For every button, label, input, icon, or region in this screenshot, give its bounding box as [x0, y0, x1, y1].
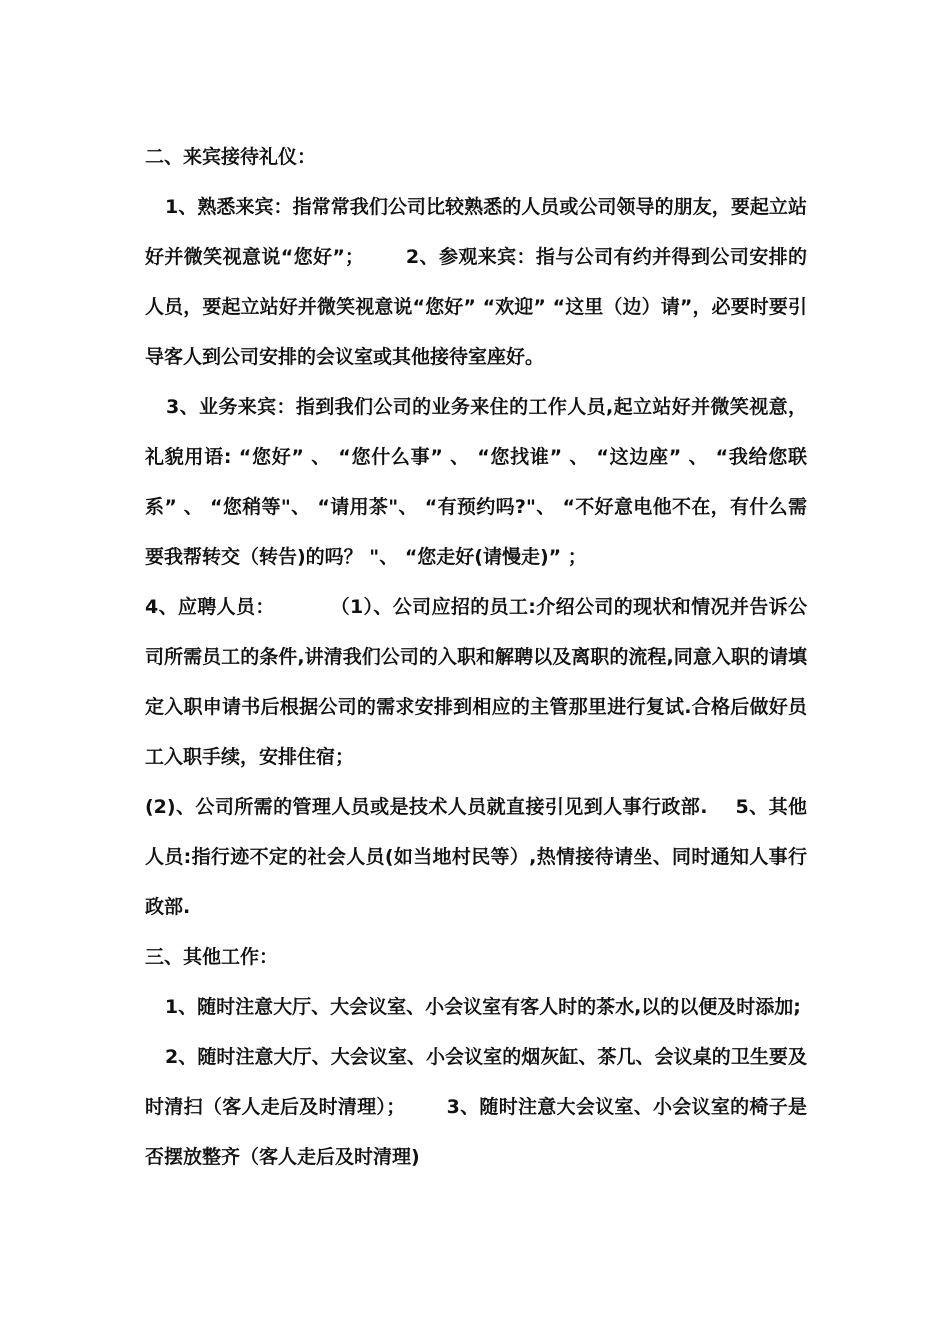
document-body	[145, 132, 807, 1182]
paragraph-job-applicants: 4、应聘人员： （1）、公司应招的员工:介绍公司的现状和情况并告诉公司所需员工的条件,讲清我们公司的入职和解聘以及离职的流程,同意入职的请填定入职申请书后根据公司的需求安排到相应的主管那里进行复试.合格后做好员工入职手续，安排住宿；	[145, 596, 807, 768]
paragraph-staff-and-other-visitors: (2)、公司所需的管理人员或是技术人员就直接引见到人事行政部. 5、其他人员:指行迹不定的社会人员(如当地村民等）,热情接待请坐、同时通知人事行政部.	[145, 796, 807, 918]
paragraph-business-guests: 3、业务来宾：指到我们公司的业务来住的工作人员,起立站好并微笑视意，礼貌用语: “您好” 、 “您什么事” 、 “您找谁” 、 “这边座” 、 “我给您联系” 、 “您稍等"、 “请用茶"、 “有预约吗?"、 “不好意电他不在，有什么需要我帮转交（转告)的吗？ "、 “您走好(请慢走)” ；	[145, 396, 807, 568]
paragraph-familiar-and-visiting-guests: 1、熟悉来宾：指常常我们公司比较熟悉的人员或公司领导的朋友，要起立站好并微笑视意说“您好”； 2、参观来宾：指与公司有约并得到公司安排的人员，要起立站好并微笑视意说“您好” “欢迎” “这里（边）请”，必要时要引导客人到公司安排的会议室或其他接待室座好。	[145, 196, 807, 368]
section-heading-other-work: 三、其他工作：	[145, 946, 279, 968]
paragraph-tea-service: 1、随时注意大厅、大会议室、小会议室有客人时的茶水,以的以便及时添加;	[145, 996, 801, 1018]
section-heading-reception-etiquette: 二、来宾接待礼仪：	[145, 146, 317, 168]
paragraph-cleaning-and-chairs: 2、随时注意大厅、大会议室、小会议室的烟灰缸、茶几、会议桌的卫生要及时清扫（客人走后及时清理）； 3、随时注意大会议室、小会议室的椅子是否摆放整齐（客人走后及时清理)	[145, 1046, 807, 1168]
